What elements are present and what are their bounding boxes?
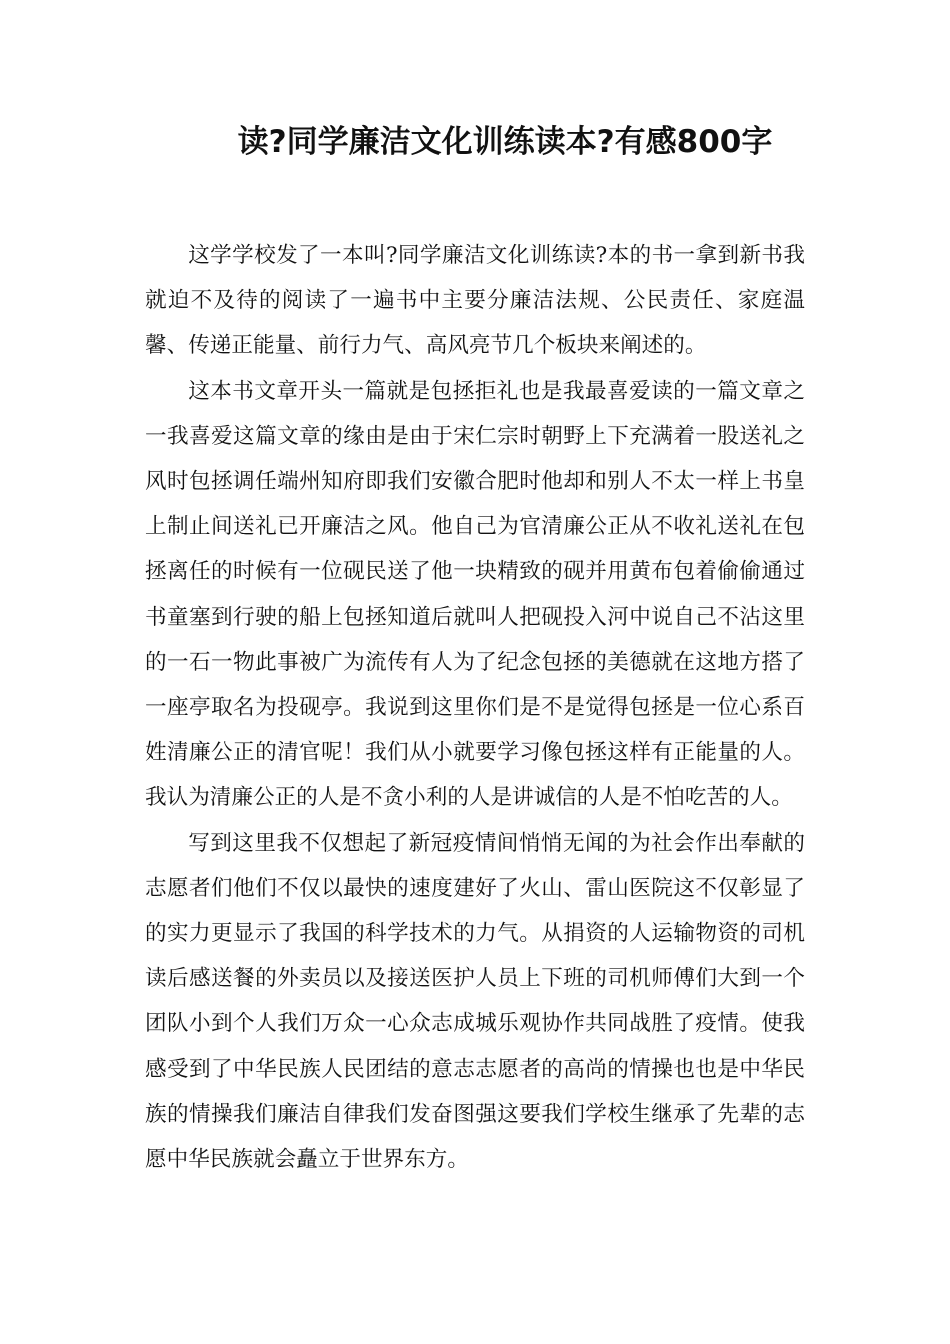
- document-body: [145, 233, 805, 1182]
- paragraph: 这本书文章开头一篇就是包拯拒礼也是我最喜爱读的一篇文章之一我喜爱这篇文章的缘由是由于宋仁宗时朝野上下充满着一股送礼之风时包拯调任端州知府即我们安徽合肥时他却和别人不太一样上书皇上制止间送礼已开廉洁之风。他自己为官清廉公正从不收礼送礼在包拯离任的时候有一位砚民送了他一块精致的砚并用黄布包着偷偷通过书童塞到行驶的船上包拯知道后就叫人把砚投入河中说自己不沾这里的一石一物此事被广为流传有人为了纪念包拯的美德就在这地方搭了一座亭取名为投砚亭。我说到这里你们是不是觉得包拯是一位心系百姓清廉公正的清官呢！我们从小就要学习像包拯这样有正能量的人。我认为清廉公正的人是不贪小利的人是讲诚信的人是不怕吃苦的人。: [145, 378, 805, 811]
- paragraph: 写到这里我不仅想起了新冠疫情间悄悄无闻的为社会作出奉献的志愿者们他们不仅以最快的速度建好了火山、雷山医院这不仅彰显了的实力更显示了我国的科学技术的力气。从捐资的人运输物资的司机读后感送餐的外卖员以及接送医护人员上下班的司机师傅们大到一个团队小到个人我们万众一心众志成城乐观协作共同战胜了疫情。使我感受到了中华民族人民团结的意志志愿者的高尚的情操也也是中华民族的情操我们廉洁自律我们发奋图强这要我们学校生继承了先辈的志愿中华民族就会矗立于世界东方。: [145, 830, 805, 1173]
- paragraph: 这学学校发了一本叫?同学廉洁文化训练读?本的书一拿到新书我就迫不及待的阅读了一遍书中主要分廉洁法规、公民责任、家庭温馨、传递正能量、前行力气、高风亮节几个板块来阐述的。: [145, 243, 805, 359]
- document-title: 读?同学廉洁文化训练读本?有感800字: [237, 124, 773, 160]
